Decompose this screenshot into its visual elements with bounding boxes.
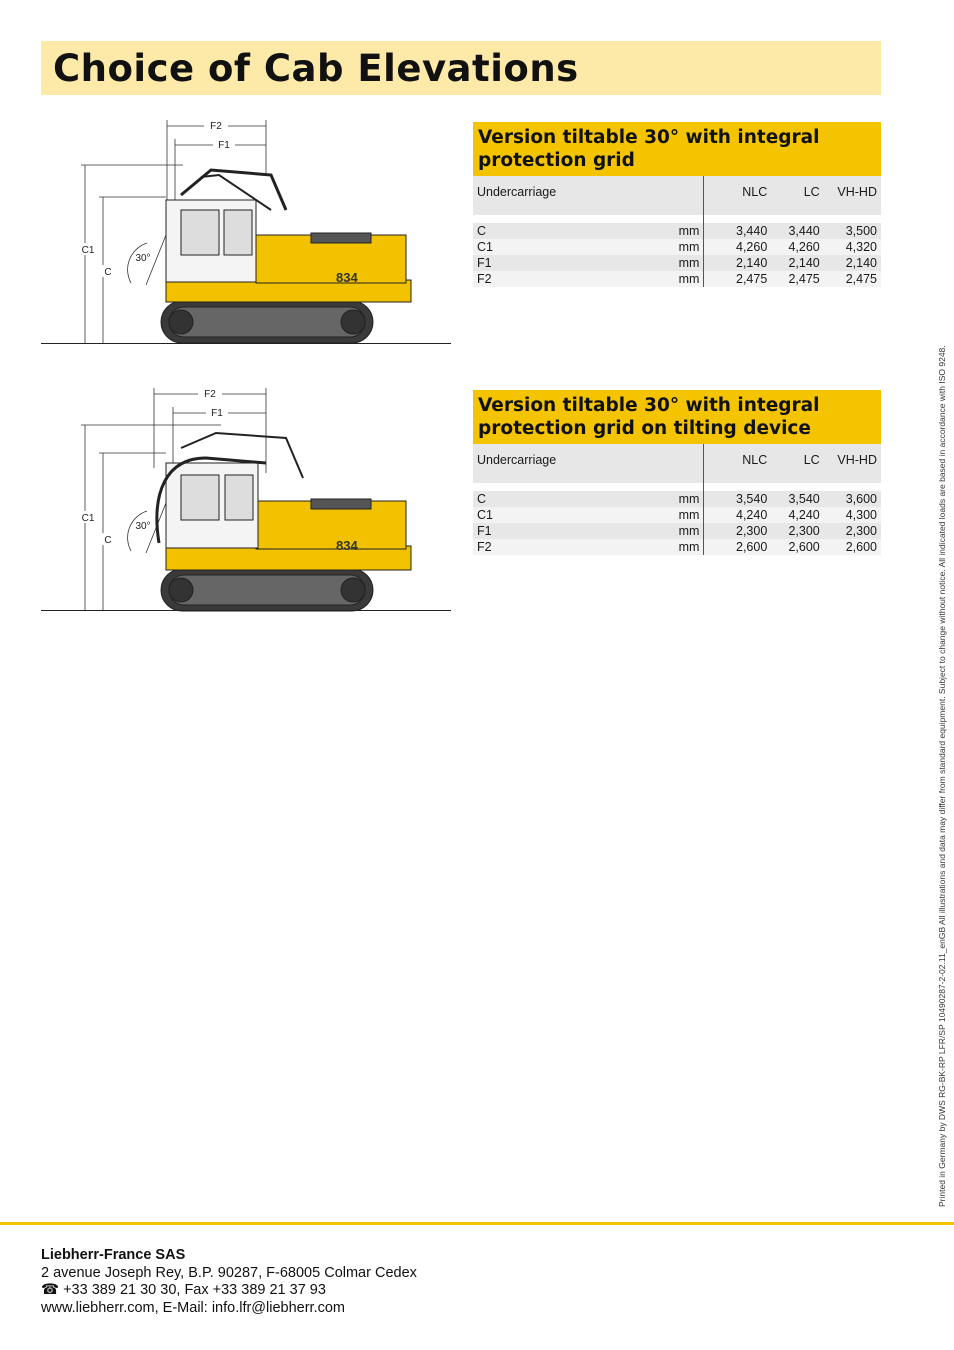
cell-nlc: 4,260: [704, 239, 771, 255]
cell-lc: 2,475: [771, 271, 823, 287]
table-header-row: [473, 176, 881, 215]
row-label: C: [473, 223, 560, 239]
row-label: F2: [473, 271, 560, 287]
row-label: F1: [473, 523, 560, 539]
contact-web[interactable]: www.liebherr.com, E-Mail: info.lfr@liebherr.com: [41, 1299, 346, 1316]
section-heading: Version tiltable 30° with integral protection grid on tilting device: [478, 395, 820, 439]
table-row: [473, 223, 881, 239]
cell-vh-hd: 3,600: [824, 491, 881, 507]
footer: [41, 1247, 417, 1317]
row-unit: mm: [560, 239, 704, 255]
page-title: Choice of Cab Elevations: [53, 47, 579, 90]
table-row: [473, 239, 881, 255]
cell-lc: 2,300: [771, 523, 823, 539]
row-label: C: [473, 491, 560, 507]
row-unit: mm: [560, 223, 704, 239]
dimension-table: [473, 444, 881, 555]
row-unit: mm: [560, 271, 704, 287]
section-heading-bar: [473, 390, 881, 444]
row-unit: mm: [560, 491, 704, 507]
dimension-table: [473, 176, 881, 287]
cell-vh-hd: 2,475: [824, 271, 881, 287]
col-nlc: NLC: [704, 444, 771, 483]
excavator-2: [157, 433, 411, 611]
row-unit: mm: [560, 255, 704, 271]
cell-lc: 4,240: [771, 507, 823, 523]
f1-label: F1: [211, 408, 223, 419]
col-nlc: NLC: [704, 176, 771, 215]
cell-lc: 2,600: [771, 539, 823, 555]
c-label: C: [104, 267, 112, 278]
row-unit: mm: [560, 539, 704, 555]
c1-label: C1: [81, 245, 95, 256]
section-heading: Version tiltable 30° with integral protection grid: [478, 127, 820, 171]
table-row: [473, 491, 881, 507]
f2-label: F2: [204, 389, 216, 400]
title-bar: [41, 41, 881, 95]
excavator-1: [161, 170, 411, 343]
side-note-text: Printed in Germany by DWS RG-BK-RP LFR/SP 10490287-2-02.11_enGB All illustrations and data may differ from standard equipment. Subject to change without notice. All indicated loads are based in accordance with ISO 9248.: [937, 345, 947, 1207]
row-label: C1: [473, 507, 560, 523]
c-label: C: [104, 535, 112, 546]
cell-vh-hd: 4,300: [824, 507, 881, 523]
angle-label: 30°: [135, 521, 151, 532]
section-heading-bar: [473, 122, 881, 176]
cell-lc: 3,440: [771, 223, 823, 239]
ground-line-2: [41, 610, 451, 611]
col-undercarriage: Undercarriage: [473, 176, 560, 215]
table-row: [473, 539, 881, 555]
model-label: 834: [336, 538, 358, 553]
spec-section-2: [473, 390, 881, 555]
row-label: F2: [473, 539, 560, 555]
row-label: C1: [473, 239, 560, 255]
company-name: Liebherr-France SAS: [41, 1247, 186, 1263]
cell-vh-hd: 3,500: [824, 223, 881, 239]
excavator-drawing-2: [41, 383, 451, 618]
f1-label: F1: [218, 140, 230, 151]
phone-icon: ☎: [41, 1282, 60, 1298]
table-header-row: [473, 444, 881, 483]
cell-vh-hd: 2,140: [824, 255, 881, 271]
contact-phone: [41, 1282, 417, 1300]
cell-lc: 3,540: [771, 491, 823, 507]
ground-line-1: [41, 343, 451, 344]
excavator-drawing-1: [41, 115, 451, 350]
row-label: F1: [473, 255, 560, 271]
table-row: [473, 523, 881, 539]
footer-divider: [0, 1222, 954, 1225]
phone-text: +33 389 21 30 30, Fax +33 389 21 37 93: [63, 1282, 326, 1298]
table-row: [473, 507, 881, 523]
table-row: [473, 271, 881, 287]
table-row: [473, 255, 881, 271]
col-vh-hd: VH-HD: [824, 444, 881, 483]
spec-section-1: [473, 122, 881, 287]
cell-lc: 2,140: [771, 255, 823, 271]
cell-vh-hd: 2,300: [824, 523, 881, 539]
cell-nlc: 2,600: [704, 539, 771, 555]
col-lc: LC: [771, 444, 823, 483]
cell-lc: 4,260: [771, 239, 823, 255]
f2-label: F2: [210, 121, 222, 132]
cell-vh-hd: 2,600: [824, 539, 881, 555]
cell-nlc: 2,300: [704, 523, 771, 539]
cell-nlc: 3,540: [704, 491, 771, 507]
col-vh-hd: VH-HD: [824, 176, 881, 215]
col-lc: LC: [771, 176, 823, 215]
row-unit: mm: [560, 523, 704, 539]
model-label: 834: [336, 270, 358, 285]
cell-nlc: 4,240: [704, 507, 771, 523]
row-unit: mm: [560, 507, 704, 523]
angle-label: 30°: [135, 253, 151, 264]
company-address: 2 avenue Joseph Rey, B.P. 90287, F-68005 Colmar Cedex: [41, 1264, 417, 1281]
cell-nlc: 3,440: [704, 223, 771, 239]
col-undercarriage: Undercarriage: [473, 444, 560, 483]
c1-label: C1: [81, 513, 95, 524]
cell-nlc: 2,475: [704, 271, 771, 287]
cell-nlc: 2,140: [704, 255, 771, 271]
cell-vh-hd: 4,320: [824, 239, 881, 255]
